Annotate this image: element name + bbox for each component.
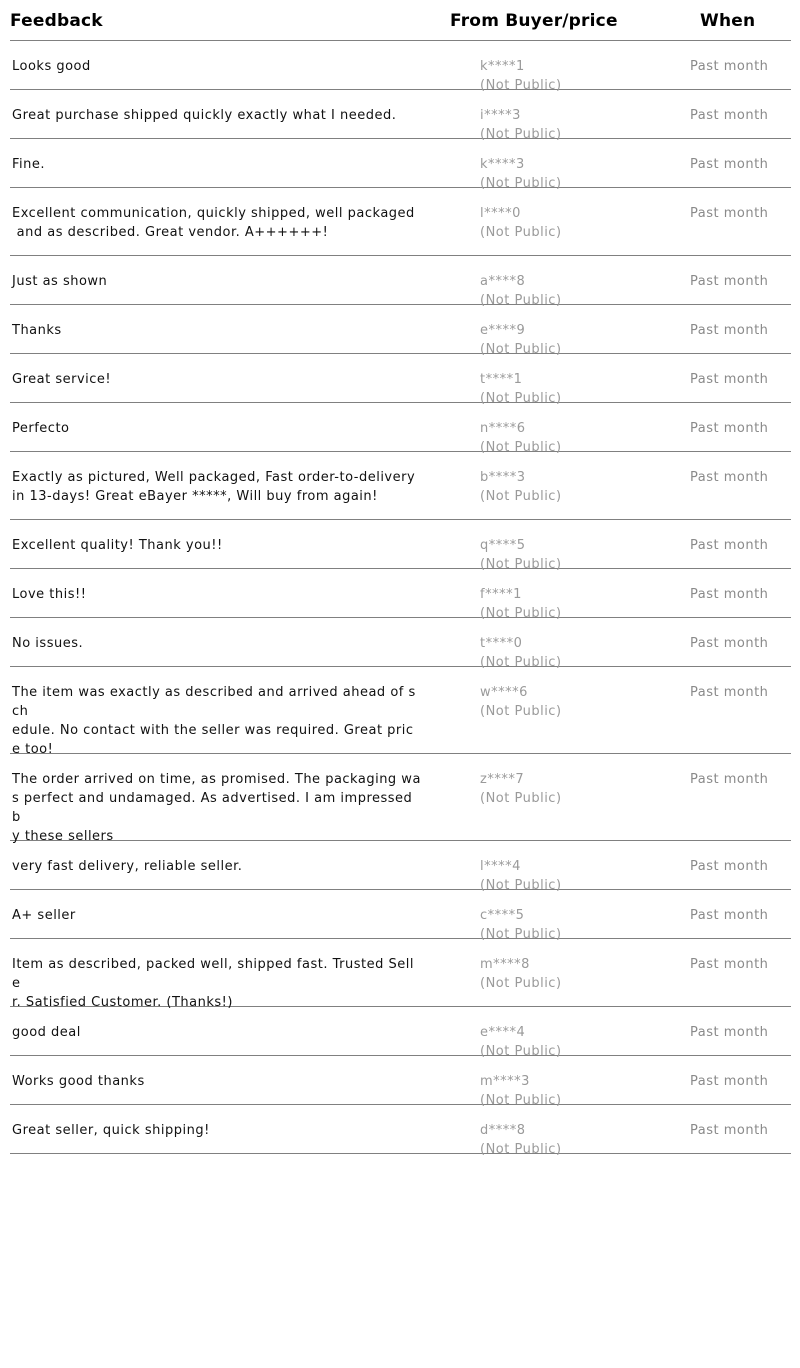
buyer-id: i****3	[480, 108, 521, 123]
feedback-text: Great purchase shipped quickly exactly what I needed.	[12, 108, 397, 123]
feedback-text: very fast delivery, reliable seller.	[12, 859, 243, 874]
buyer-id: k****3	[480, 157, 525, 172]
header-from-buyer-price: From Buyer/price	[450, 11, 618, 31]
buyer-id: d****8	[480, 1123, 526, 1138]
feedback-text: Fine.	[12, 157, 46, 172]
table-row	[10, 305, 791, 357]
table-row	[10, 90, 791, 142]
feedback-text: Excellent communication, quickly shipped, well packaged and as described. Great vendor. A++++++!	[12, 206, 415, 240]
feedback-table	[10, 0, 791, 1157]
price-text: (Not Public)	[480, 176, 562, 191]
price-text: (Not Public)	[480, 976, 562, 991]
when-text: Past month	[690, 59, 769, 74]
price-text: (Not Public)	[480, 1093, 562, 1108]
buyer-id: a****8	[480, 274, 526, 289]
buyer-id: c****5	[480, 908, 525, 923]
when-text: Past month	[690, 538, 769, 553]
when-text: Past month	[690, 1123, 769, 1138]
table-row	[10, 256, 791, 308]
feedback-text: No issues.	[12, 636, 84, 651]
header-feedback: Feedback	[10, 11, 103, 31]
when-text: Past month	[690, 206, 769, 221]
price-text: (Not Public)	[480, 78, 562, 93]
when-text: Past month	[690, 1025, 769, 1040]
price-text: (Not Public)	[480, 1142, 562, 1157]
buyer-id: t****1	[480, 372, 523, 387]
price-text: (Not Public)	[480, 440, 562, 455]
feedback-text: Great service!	[12, 372, 112, 387]
table-row	[10, 1105, 791, 1157]
price-text: (Not Public)	[480, 606, 562, 621]
buyer-id: l****4	[480, 859, 521, 874]
header-when: When	[700, 11, 756, 31]
table-row	[10, 841, 791, 893]
table-row	[10, 354, 791, 406]
buyer-cell	[480, 770, 562, 808]
buyer-id: f****1	[480, 587, 522, 602]
price-text: (Not Public)	[480, 391, 562, 406]
feedback-text: Item as described, packed well, shipped fast. Trusted Selle r. Satisfied Customer. (Thanks!)	[12, 957, 414, 1010]
feedback-text: Excellent quality! Thank you!!	[12, 538, 223, 553]
table-row	[10, 1007, 791, 1059]
when-text: Past month	[690, 587, 769, 602]
when-text: Past month	[690, 859, 769, 874]
buyer-id: m****3	[480, 1074, 530, 1089]
table-row	[10, 939, 791, 1010]
buyer-cell	[480, 955, 562, 993]
price-text: (Not Public)	[480, 557, 562, 572]
buyer-id: t****0	[480, 636, 523, 651]
price-text: (Not Public)	[480, 127, 562, 142]
buyer-id: q****5	[480, 538, 526, 553]
feedback-text: Great seller, quick shipping!	[12, 1123, 210, 1138]
when-text: Past month	[690, 470, 769, 485]
feedback-text: Perfecto	[12, 421, 70, 436]
table-row	[10, 1056, 791, 1108]
table-row	[10, 403, 791, 455]
table-row	[10, 452, 791, 520]
when-text: Past month	[690, 685, 769, 700]
price-text: (Not Public)	[480, 293, 562, 308]
buyer-id: z****7	[480, 772, 525, 787]
buyer-id: n****6	[480, 421, 526, 436]
buyer-id: l****0	[480, 206, 521, 221]
buyer-id: k****1	[480, 59, 525, 74]
price-text: (Not Public)	[480, 225, 562, 240]
price-text: (Not Public)	[480, 342, 562, 357]
table-row	[10, 188, 791, 256]
buyer-id: b****3	[480, 470, 526, 485]
price-text: (Not Public)	[480, 655, 562, 670]
buyer-cell	[480, 1121, 562, 1159]
feedback-text: Thanks	[12, 323, 62, 338]
buyer-id: e****9	[480, 323, 526, 338]
feedback-text: Love this!!	[12, 587, 87, 602]
when-text: Past month	[690, 372, 769, 387]
when-text: Past month	[690, 636, 769, 651]
feedback-text: Exactly as pictured, Well packaged, Fast order-to-delivery in 13-days! Great eBayer *****, Will buy from again!	[12, 470, 416, 504]
when-text: Past month	[690, 157, 769, 172]
table-row	[10, 569, 791, 621]
buyer-id: e****4	[480, 1025, 526, 1040]
when-text: Past month	[690, 108, 769, 123]
buyer-id: w****6	[480, 685, 528, 700]
price-text: (Not Public)	[480, 878, 562, 893]
buyer-cell	[480, 468, 562, 506]
feedback-text: Looks good	[12, 59, 91, 74]
table-row	[10, 139, 791, 191]
feedback-text: good deal	[12, 1025, 81, 1040]
feedback-text: Works good thanks	[12, 1074, 145, 1089]
feedback-text: Just as shown	[12, 274, 108, 289]
table-row	[10, 667, 791, 757]
feedback-text: A+ seller	[12, 908, 76, 923]
when-text: Past month	[690, 772, 769, 787]
price-text: (Not Public)	[480, 791, 562, 806]
feedback-text: The item was exactly as described and arrived ahead of sch edule. No contact with the seller was required. Great pric e too!	[12, 685, 416, 757]
feedback-text: The order arrived on time, as promised. The packaging wa s perfect and undamaged. As advertised. I am impressed b y these sellers	[12, 772, 421, 844]
price-text: (Not Public)	[480, 927, 562, 942]
table-row	[10, 618, 791, 670]
table-header	[10, 0, 791, 41]
when-text: Past month	[690, 421, 769, 436]
price-text: (Not Public)	[480, 1044, 562, 1059]
when-text: Past month	[690, 957, 769, 972]
when-text: Past month	[690, 908, 769, 923]
table-row	[10, 890, 791, 942]
table-row	[10, 41, 791, 93]
buyer-cell	[480, 204, 562, 242]
table-row	[10, 520, 791, 572]
when-text: Past month	[690, 323, 769, 338]
table-body	[10, 41, 791, 1157]
buyer-id: m****8	[480, 957, 530, 972]
price-text: (Not Public)	[480, 704, 562, 719]
price-text: (Not Public)	[480, 489, 562, 504]
when-text: Past month	[690, 1074, 769, 1089]
when-text: Past month	[690, 274, 769, 289]
buyer-cell	[480, 683, 562, 721]
table-row	[10, 754, 791, 844]
